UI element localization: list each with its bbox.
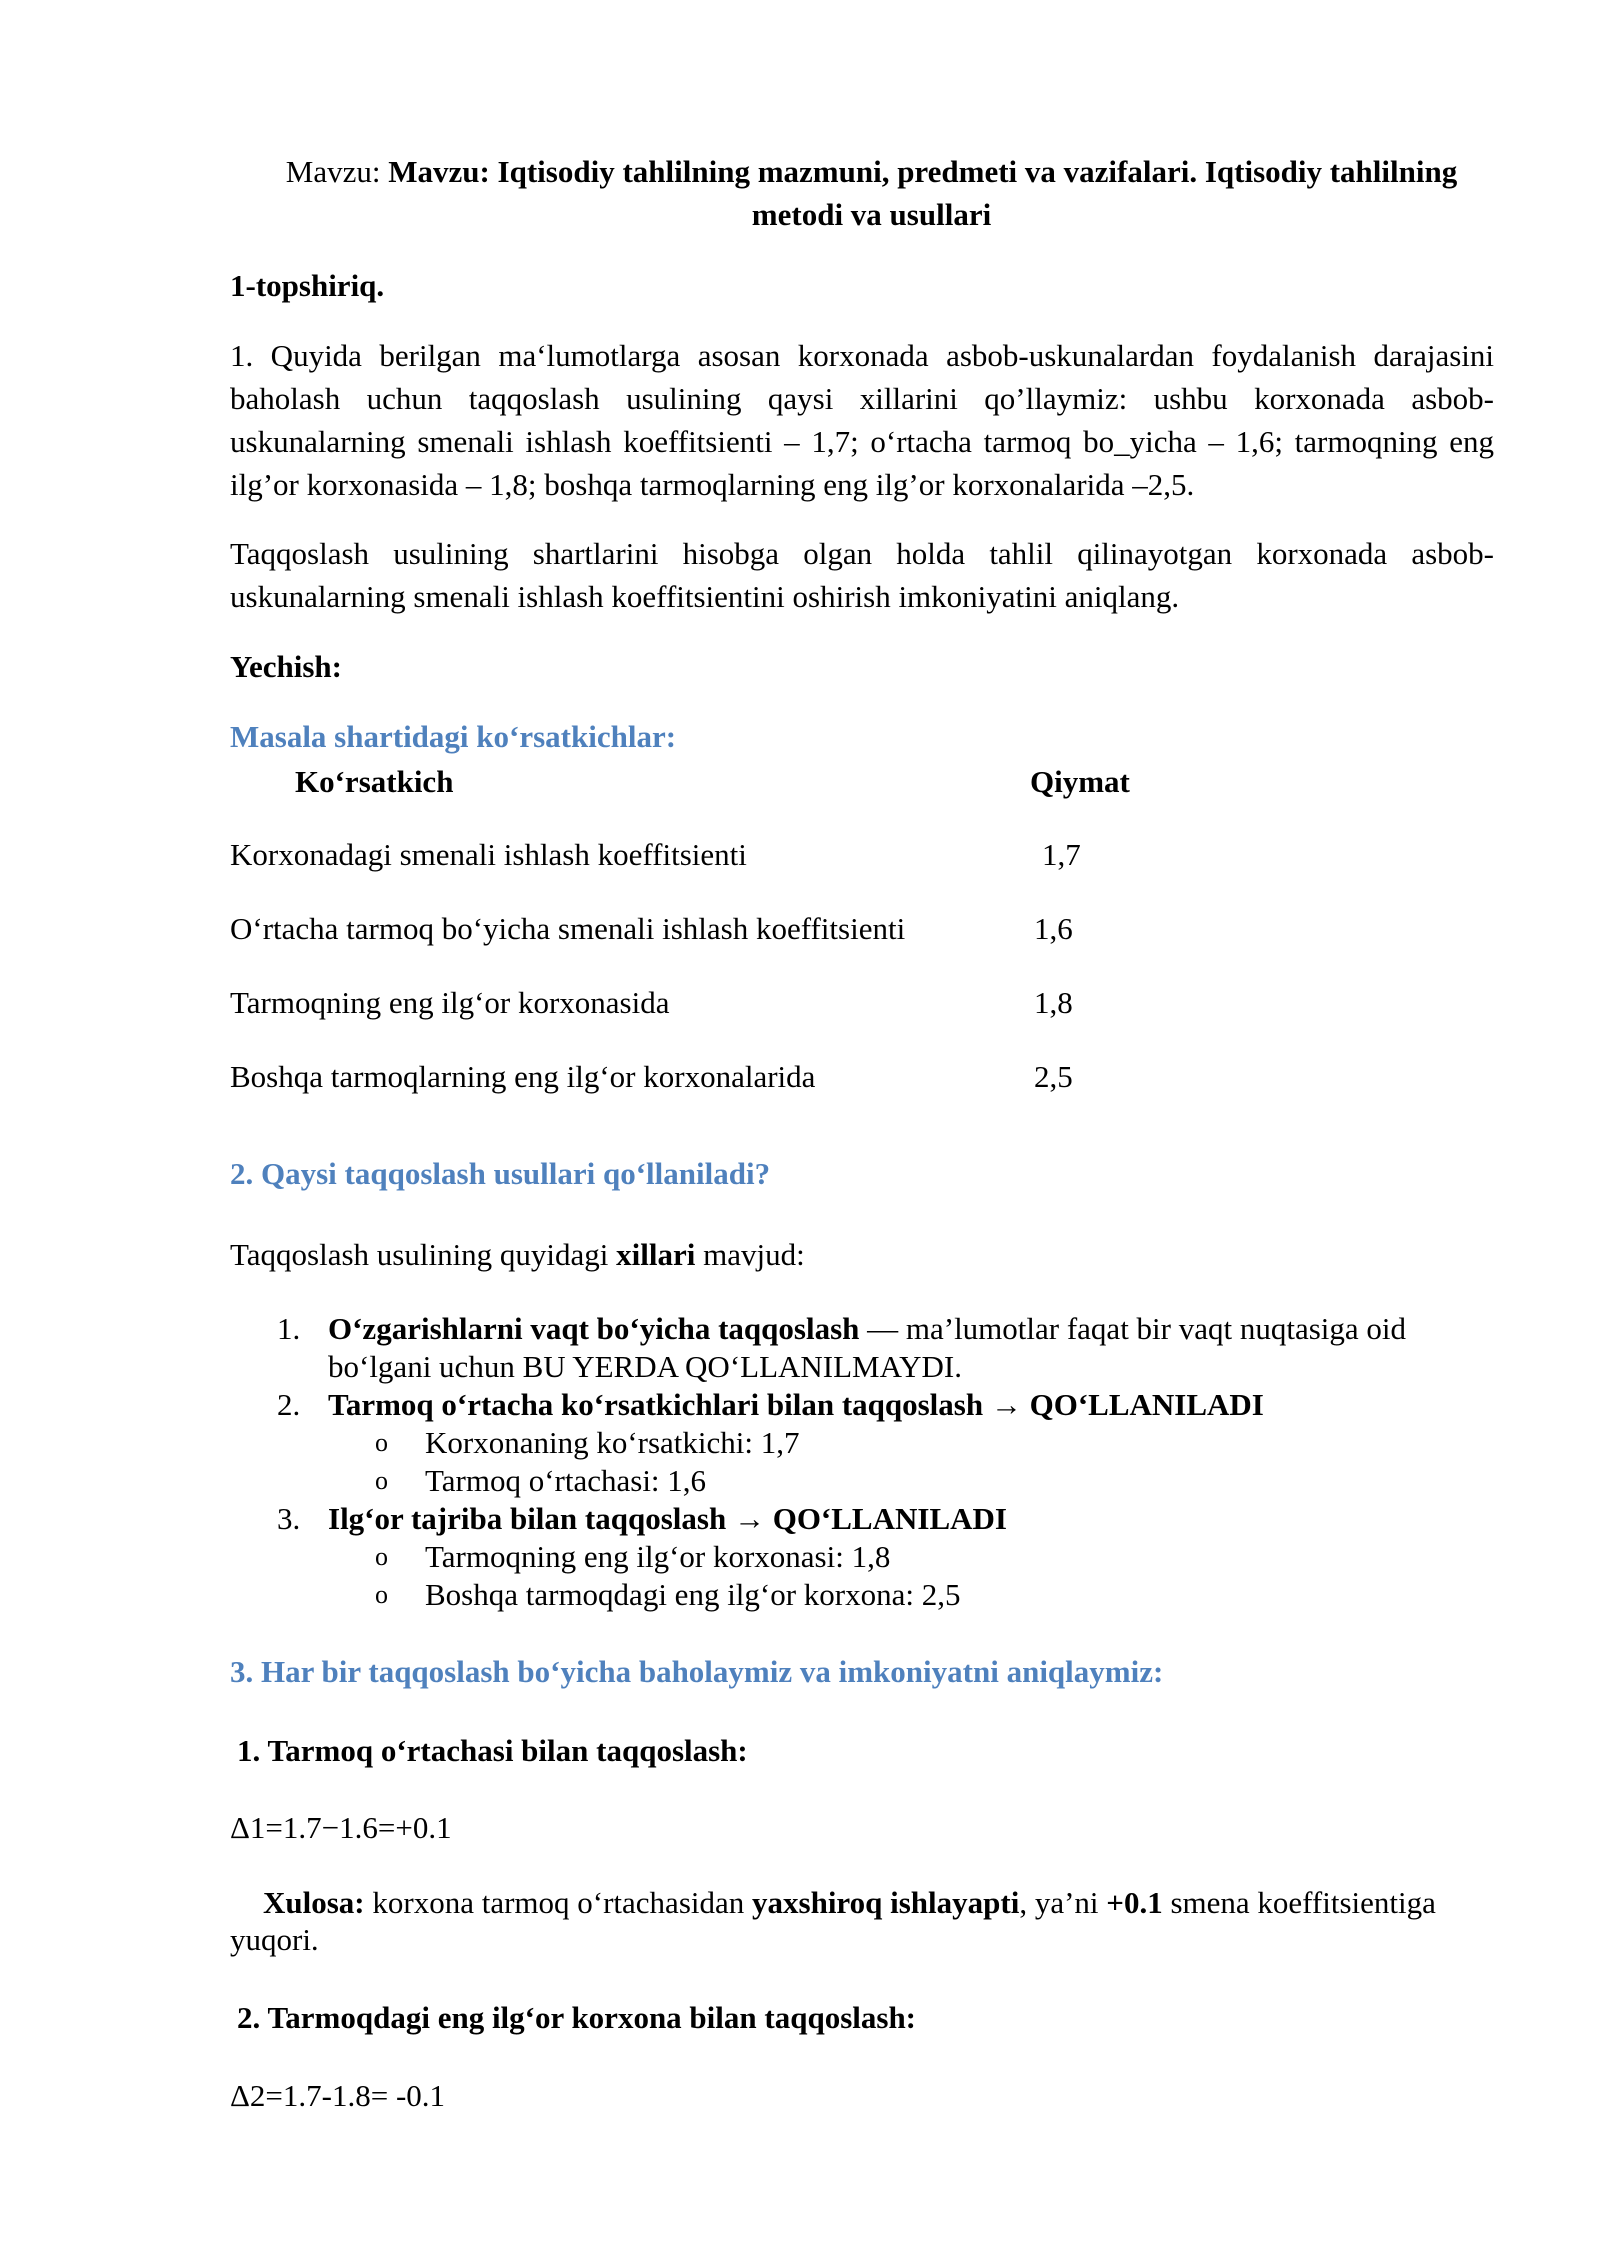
list-number: 1. [277,1311,301,1346]
table-header-value: Qiymat [1030,764,1130,799]
sub-list-item: Tarmoq o‘rtachasi: 1,6 [425,1463,707,1498]
solution-heading: Yechish: [230,649,342,684]
table-row-value: 1,7 [1042,837,1081,872]
sub-list-item: Boshqa tarmoqdagi eng ilg‘or korxona: 2,5 [425,1577,961,1612]
conclusion-bold: yaxshiroq ishlayapti [752,1885,1020,1920]
table-row-value: 2,5 [1034,1059,1073,1094]
intro-bold: xillari [616,1237,696,1272]
conclusion-continuation: yuqori. [230,1922,319,1957]
document-title [240,150,1503,236]
table-row-label: Korxonadagi smenali ishlash koeffitsienti [230,837,747,872]
bullet-icon: o [375,1466,388,1495]
list-item-text: — ma’lumotlar faqat bir vaqt nuqtasiga oid [859,1311,1407,1346]
comparison2-heading: 2. Tarmoqdagi eng ilg‘or korxona bilan taqqoslash: [237,2000,917,2035]
table-row-value: 1,8 [1034,985,1073,1020]
table-row-label: Tarmoqning eng ilg‘or korxonasida [230,985,670,1020]
problem-paragraph-1: 1. Quyida berilgan ma‘lumotlarga asosan korxonada asbob-uskunalardan foydalanish darajasini baholash uchun taqqoslash usulining qaysi xillarini qo’llaymiz: ushbu korxonada asbob-uskunalarning smenali ishlash koeffitsienti – 1,7; o‘rtacha tarmoq bo_yicha – 1,6; tarmoqning eng ilg’or korxonasida – 1,8; boshqa tarmoqlarning eng ilg’or korxonalarida –2,5. [230,338,1494,502]
section1-heading: Masala shartidagi ko‘rsatkichlar: [230,719,677,754]
formula-2: Δ2=1.7-1.8= -0.1 [230,2078,446,2113]
list-item-bold: O‘zgarishlarni vaqt bo‘yicha taqqoslash [328,1311,860,1346]
conclusion-text: , ya’ni [1019,1885,1107,1920]
section2-heading: 2. Qaysi taqqoslash usullari qo‘llaniladi? [230,1156,771,1191]
title-line2: metodi va usullari [751,197,992,232]
table-row-label: Boshqa tarmoqlarning eng ilg‘or korxonalarida [230,1059,816,1094]
table-row-value: 1,6 [1034,911,1073,946]
formula-1: Δ1=1.7−1.6=+0.1 [230,1810,452,1845]
list-item [328,1310,1498,1348]
sub-list-item: Korxonaning ko‘rsatkichi: 1,7 [425,1425,800,1460]
title-line1: Mavzu: Iqtisodiy tahlilning mazmuni, predmeti va vazifalari. Iqtisodiy tahlilning [388,154,1458,189]
conclusion-bold: +0.1 [1106,1885,1163,1920]
conclusion [263,1884,1436,1921]
task-heading: 1-topshiriq. [230,268,385,303]
list-item: Tarmoq o‘rtacha ko‘rsatkichlari bilan taqqoslash → QO‘LLANILADI [328,1387,1264,1422]
title-prefix: Mavzu: [285,154,389,189]
comparison1-heading: 1. Tarmoq o‘rtachasi bilan taqqoslash: [237,1733,748,1768]
section3-heading: 3. Har bir taqqoslash bo‘yicha baholaymiz va imkoniyatni aniqlaymiz: [230,1654,1164,1689]
bullet-icon: o [375,1428,388,1457]
list-item-continuation: bo‘lgani uchun BU YERDA QO‘LLANILMAYDI. [328,1349,963,1384]
bullet-icon: o [375,1580,388,1609]
problem-paragraph-2: Taqqoslash usulining shartlarini hisobga olgan holda tahlil qilinayotgan korxonada asbob-uskunalarning smenali ishlash koeffitsientini oshirish imkoniyatini aniqlang. [230,536,1494,614]
table-row-label: O‘rtacha tarmoq bo‘yicha smenali ishlash koeffitsienti [230,911,906,946]
conclusion-label: Xulosa: [263,1885,365,1920]
table-header-indicator: Ko‘rsatkich [295,764,454,799]
bullet-icon: o [375,1542,388,1571]
list-number: 2. [277,1387,301,1422]
section2-intro [230,1233,805,1276]
conclusion-text: smena koeffitsientiga [1162,1885,1436,1920]
list-item: Ilg‘or tajriba bilan taqqoslash → QO‘LLANILADI [328,1501,1007,1536]
intro-text-end: mavjud: [695,1237,805,1272]
list-number: 3. [277,1501,301,1536]
sub-list-item: Tarmoqning eng ilg‘or korxonasi: 1,8 [425,1539,891,1574]
intro-text: Taqqoslash usulining quyidagi [230,1237,617,1272]
conclusion-text: korxona tarmoq o‘rtachasidan [364,1885,753,1920]
